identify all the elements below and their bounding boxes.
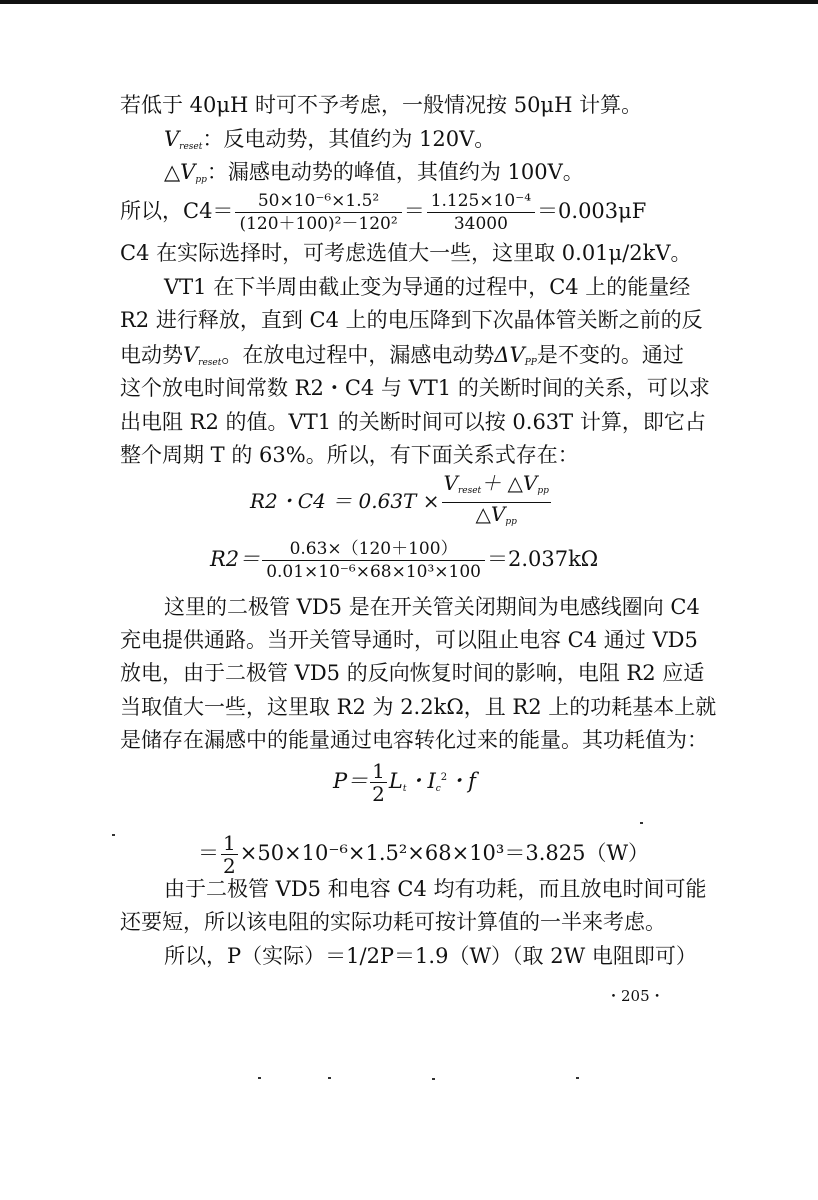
formula-r2 (210, 538, 598, 583)
formula-p (333, 760, 476, 805)
numerator (442, 472, 551, 503)
symbol: V (443, 471, 458, 495)
symbol-sub: PP (524, 358, 537, 368)
symbol-sub: t (402, 784, 407, 794)
denominator: (120＋100)²－120² (239, 214, 398, 234)
text-line: 充电提供通路。当开关管导通时，可以阻止电容 C4 通过 VD5 (120, 628, 698, 652)
formula-p-value (198, 832, 649, 877)
text-line: 放电，由于二极管 VD5 的反向恢复时间的影响，电阻 R2 应适 (120, 661, 705, 685)
text-span: ：反电动势，其值约为 120V。 (202, 127, 496, 151)
formula-result: ＝0.003μF (537, 199, 647, 223)
scan-speck (328, 1077, 331, 1079)
scan-speck (258, 1077, 261, 1079)
text-line: 是储存在漏感中的能量通过电容转化过来的能量。其功耗值为： (120, 728, 708, 752)
text-line (164, 127, 495, 159)
text-line: C4 在实际选择时，可考虑选值大一些，这里取 0.01μ/2kV。 (120, 241, 692, 265)
formula-rest: ×50×10⁻⁶×1.5²×68×10³＝3.825（W） (239, 841, 650, 865)
scan-speck (576, 1077, 579, 1079)
symbol-sub: reset (179, 142, 203, 152)
scan-speck (432, 1078, 435, 1080)
formula-lhs: P＝ (333, 769, 369, 793)
symbol-sub: reset (457, 486, 482, 496)
scan-speck (112, 834, 115, 836)
text-line: 出电阻 R2 的值。VT1 的关断时间可以按 0.63T 计算，即它占 (120, 410, 706, 434)
numerator: 1 (223, 831, 236, 855)
text-line: 由于二极管 VD5 和电容 C4 均有功耗，而且放电时间可能 (164, 877, 707, 901)
symbol-sub: reset (198, 358, 222, 368)
symbol: △V (164, 160, 196, 184)
text-line (164, 160, 584, 192)
denominator: 2 (223, 854, 236, 878)
formula-lhs: R2・C4 ＝ 0.63T × (250, 489, 440, 513)
symbol-sub: c (435, 784, 441, 794)
symbol: △V (475, 502, 506, 526)
text-line: 若低于 40μH 时可不予考虑，一般情况按 50μH 计算。 (120, 93, 643, 117)
text-span: ：漏感电动势的峰值，其值约为 100V。 (206, 160, 584, 184)
symbol: V (164, 127, 180, 151)
symbol: V (183, 343, 199, 367)
text-span: 。在放电过程中，漏感电动势 (221, 343, 495, 367)
text-line (120, 343, 684, 375)
text-line: R2 进行释放，直到 C4 上的电压降到下次晶体管关断之前的反 (120, 308, 703, 332)
symbol-sub: pp (537, 486, 549, 496)
symbol: ・I (406, 769, 436, 793)
text-line: 这个放电时间常数 R2・C4 与 VT1 的关断时间的关系，可以求 (120, 376, 710, 400)
numerator: 1.125×10⁻⁴ (427, 190, 535, 213)
text-line: 还要短，所以该电阻的实际功耗可按计算值的一半来考虑。 (120, 910, 666, 934)
text-line: VT1 在下半周由截止变为导通的过程中，C4 上的能量经 (164, 275, 691, 299)
formula-c4 (120, 190, 646, 235)
symbol: ・f (447, 769, 476, 793)
denominator: 34000 (453, 214, 508, 234)
denominator (442, 503, 551, 533)
text-span: 电动势 (120, 343, 183, 367)
page-number: ・205・ (606, 987, 665, 1005)
numerator: 0.63×（120＋100） (262, 538, 485, 561)
numerator: 1 (372, 759, 385, 783)
denominator: 0.01×10⁻⁶×68×10³×100 (266, 562, 481, 582)
scan-speck (640, 822, 643, 824)
equals: ＝ (403, 199, 425, 223)
formula-r2c4 (250, 472, 553, 533)
text-line: 整个周期 T 的 63%。所以，有下面关系式存在： (120, 443, 579, 467)
symbol-sub: pp (195, 175, 207, 185)
text-span: 是不变的。通过 (536, 343, 684, 367)
fraction (370, 760, 387, 805)
fraction (221, 832, 238, 877)
text-line: 当取值大一些，这里取 R2 为 2.2kΩ，且 R2 上的功耗基本上就 (120, 695, 717, 719)
symbol: ΔV (494, 343, 525, 367)
formula-lhs: R2＝ (210, 547, 261, 571)
symbol: L (388, 769, 403, 793)
top-border (0, 0, 818, 4)
fraction (442, 472, 551, 533)
fraction (235, 190, 401, 235)
fraction (427, 190, 535, 235)
fraction (262, 538, 485, 583)
formula-prefix: 所以，C4＝ (120, 199, 234, 223)
equals: ＝ (198, 841, 219, 865)
denominator: 2 (372, 782, 385, 806)
numerator: 50×10⁻⁶×1.5² (235, 190, 401, 213)
symbol-sub: pp (505, 517, 517, 527)
formula-result: ＝2.037kΩ (486, 547, 599, 571)
text-line: 所以，P（实际）＝1/2P＝1.9（W）（取 2W 电阻即可） (164, 944, 697, 968)
symbol: ＋ △V (481, 471, 538, 495)
symbol-sup: 2 (440, 772, 448, 783)
text-line: 这里的二极管 VD5 是在开关管关闭期间为电感线圈向 C4 (164, 595, 700, 619)
